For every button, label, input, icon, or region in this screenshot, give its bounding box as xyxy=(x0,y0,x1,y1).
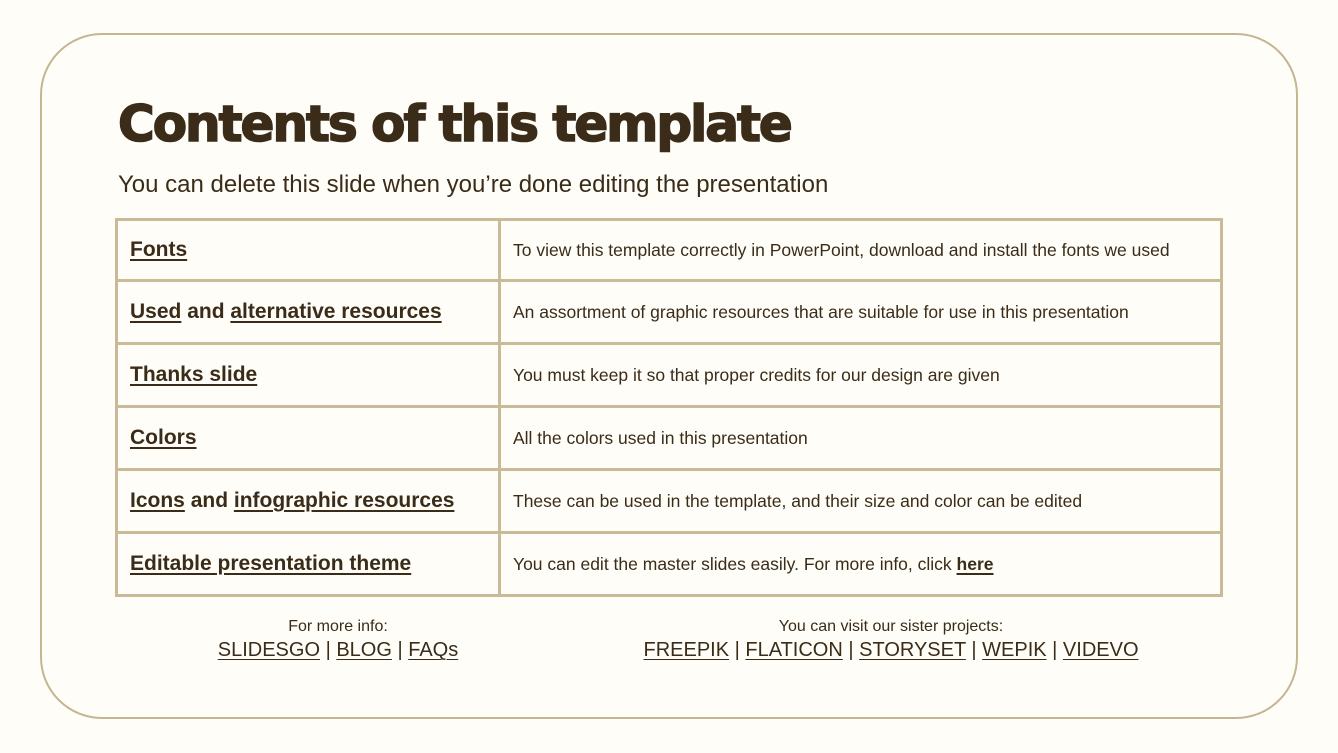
separator: | xyxy=(729,639,746,661)
row-label-theme xyxy=(117,533,500,596)
faqs-link[interactable]: FAQs xyxy=(408,639,459,661)
thanks-slide-link[interactable]: Thanks slide xyxy=(130,363,258,386)
here-link[interactable]: here xyxy=(956,553,994,574)
row-description: You must keep it so that proper credits for our design are given xyxy=(500,344,1222,407)
separator: | xyxy=(320,639,337,661)
row-description xyxy=(500,533,1222,596)
footer-more-info xyxy=(188,617,488,663)
storyset-link[interactable]: STORYSET xyxy=(859,639,966,661)
description-text: You can edit the master slides easily. For more info, click xyxy=(513,553,957,574)
blog-link[interactable]: BLOG xyxy=(336,639,392,661)
flaticon-link[interactable]: FLATICON xyxy=(745,639,843,661)
editable-theme-link[interactable]: Editable presentation theme xyxy=(130,552,412,575)
separator: | xyxy=(391,639,409,661)
slide-title: Contents of this template xyxy=(118,95,791,153)
row-label-resources xyxy=(117,281,500,344)
table-row xyxy=(117,470,1222,533)
slidesgo-link[interactable]: SLIDESGO xyxy=(217,639,321,661)
footer-sister-projects xyxy=(591,617,1191,663)
row-description: An assortment of graphic resources that are suitable for use in this presentation xyxy=(500,281,1222,344)
row-label-fonts xyxy=(117,220,500,281)
row-label-thanks xyxy=(117,344,500,407)
table-row xyxy=(117,407,1222,470)
footer-links xyxy=(591,637,1191,663)
label-connector: and xyxy=(184,489,234,512)
wepik-link[interactable]: WEPIK xyxy=(982,639,1047,661)
infographic-resources-link[interactable]: infographic resources xyxy=(233,489,455,512)
table-row xyxy=(117,533,1222,596)
separator: | xyxy=(842,639,860,661)
contents-table xyxy=(115,218,1223,597)
row-description: All the colors used in this presentation xyxy=(500,407,1222,470)
label-connector: and xyxy=(181,300,231,323)
table-row xyxy=(117,344,1222,407)
alternative-resources-link[interactable]: alternative resources xyxy=(230,300,442,323)
videvo-link[interactable]: VIDEVO xyxy=(1062,639,1139,661)
slide-subtitle: You can delete this slide when you’re done editing the presentation xyxy=(118,171,829,198)
fonts-link[interactable]: Fonts xyxy=(130,238,188,261)
separator: | xyxy=(1046,639,1063,661)
icons-link[interactable]: Icons xyxy=(130,489,185,512)
footer-caption: For more info: xyxy=(288,618,388,635)
footer-links xyxy=(188,637,488,663)
separator: | xyxy=(965,639,983,661)
used-resources-link[interactable]: Used xyxy=(130,300,182,323)
row-label-colors xyxy=(117,407,500,470)
freepik-link[interactable]: FREEPIK xyxy=(643,639,730,661)
table-row xyxy=(117,281,1222,344)
footer-caption: You can visit our sister projects: xyxy=(778,618,1004,635)
row-label-icons xyxy=(117,470,500,533)
row-description: To view this template correctly in PowerPoint, download and install the fonts we used xyxy=(500,220,1222,281)
table-row xyxy=(117,220,1222,281)
colors-link[interactable]: Colors xyxy=(130,426,197,449)
row-description: These can be used in the template, and their size and color can be edited xyxy=(500,470,1222,533)
